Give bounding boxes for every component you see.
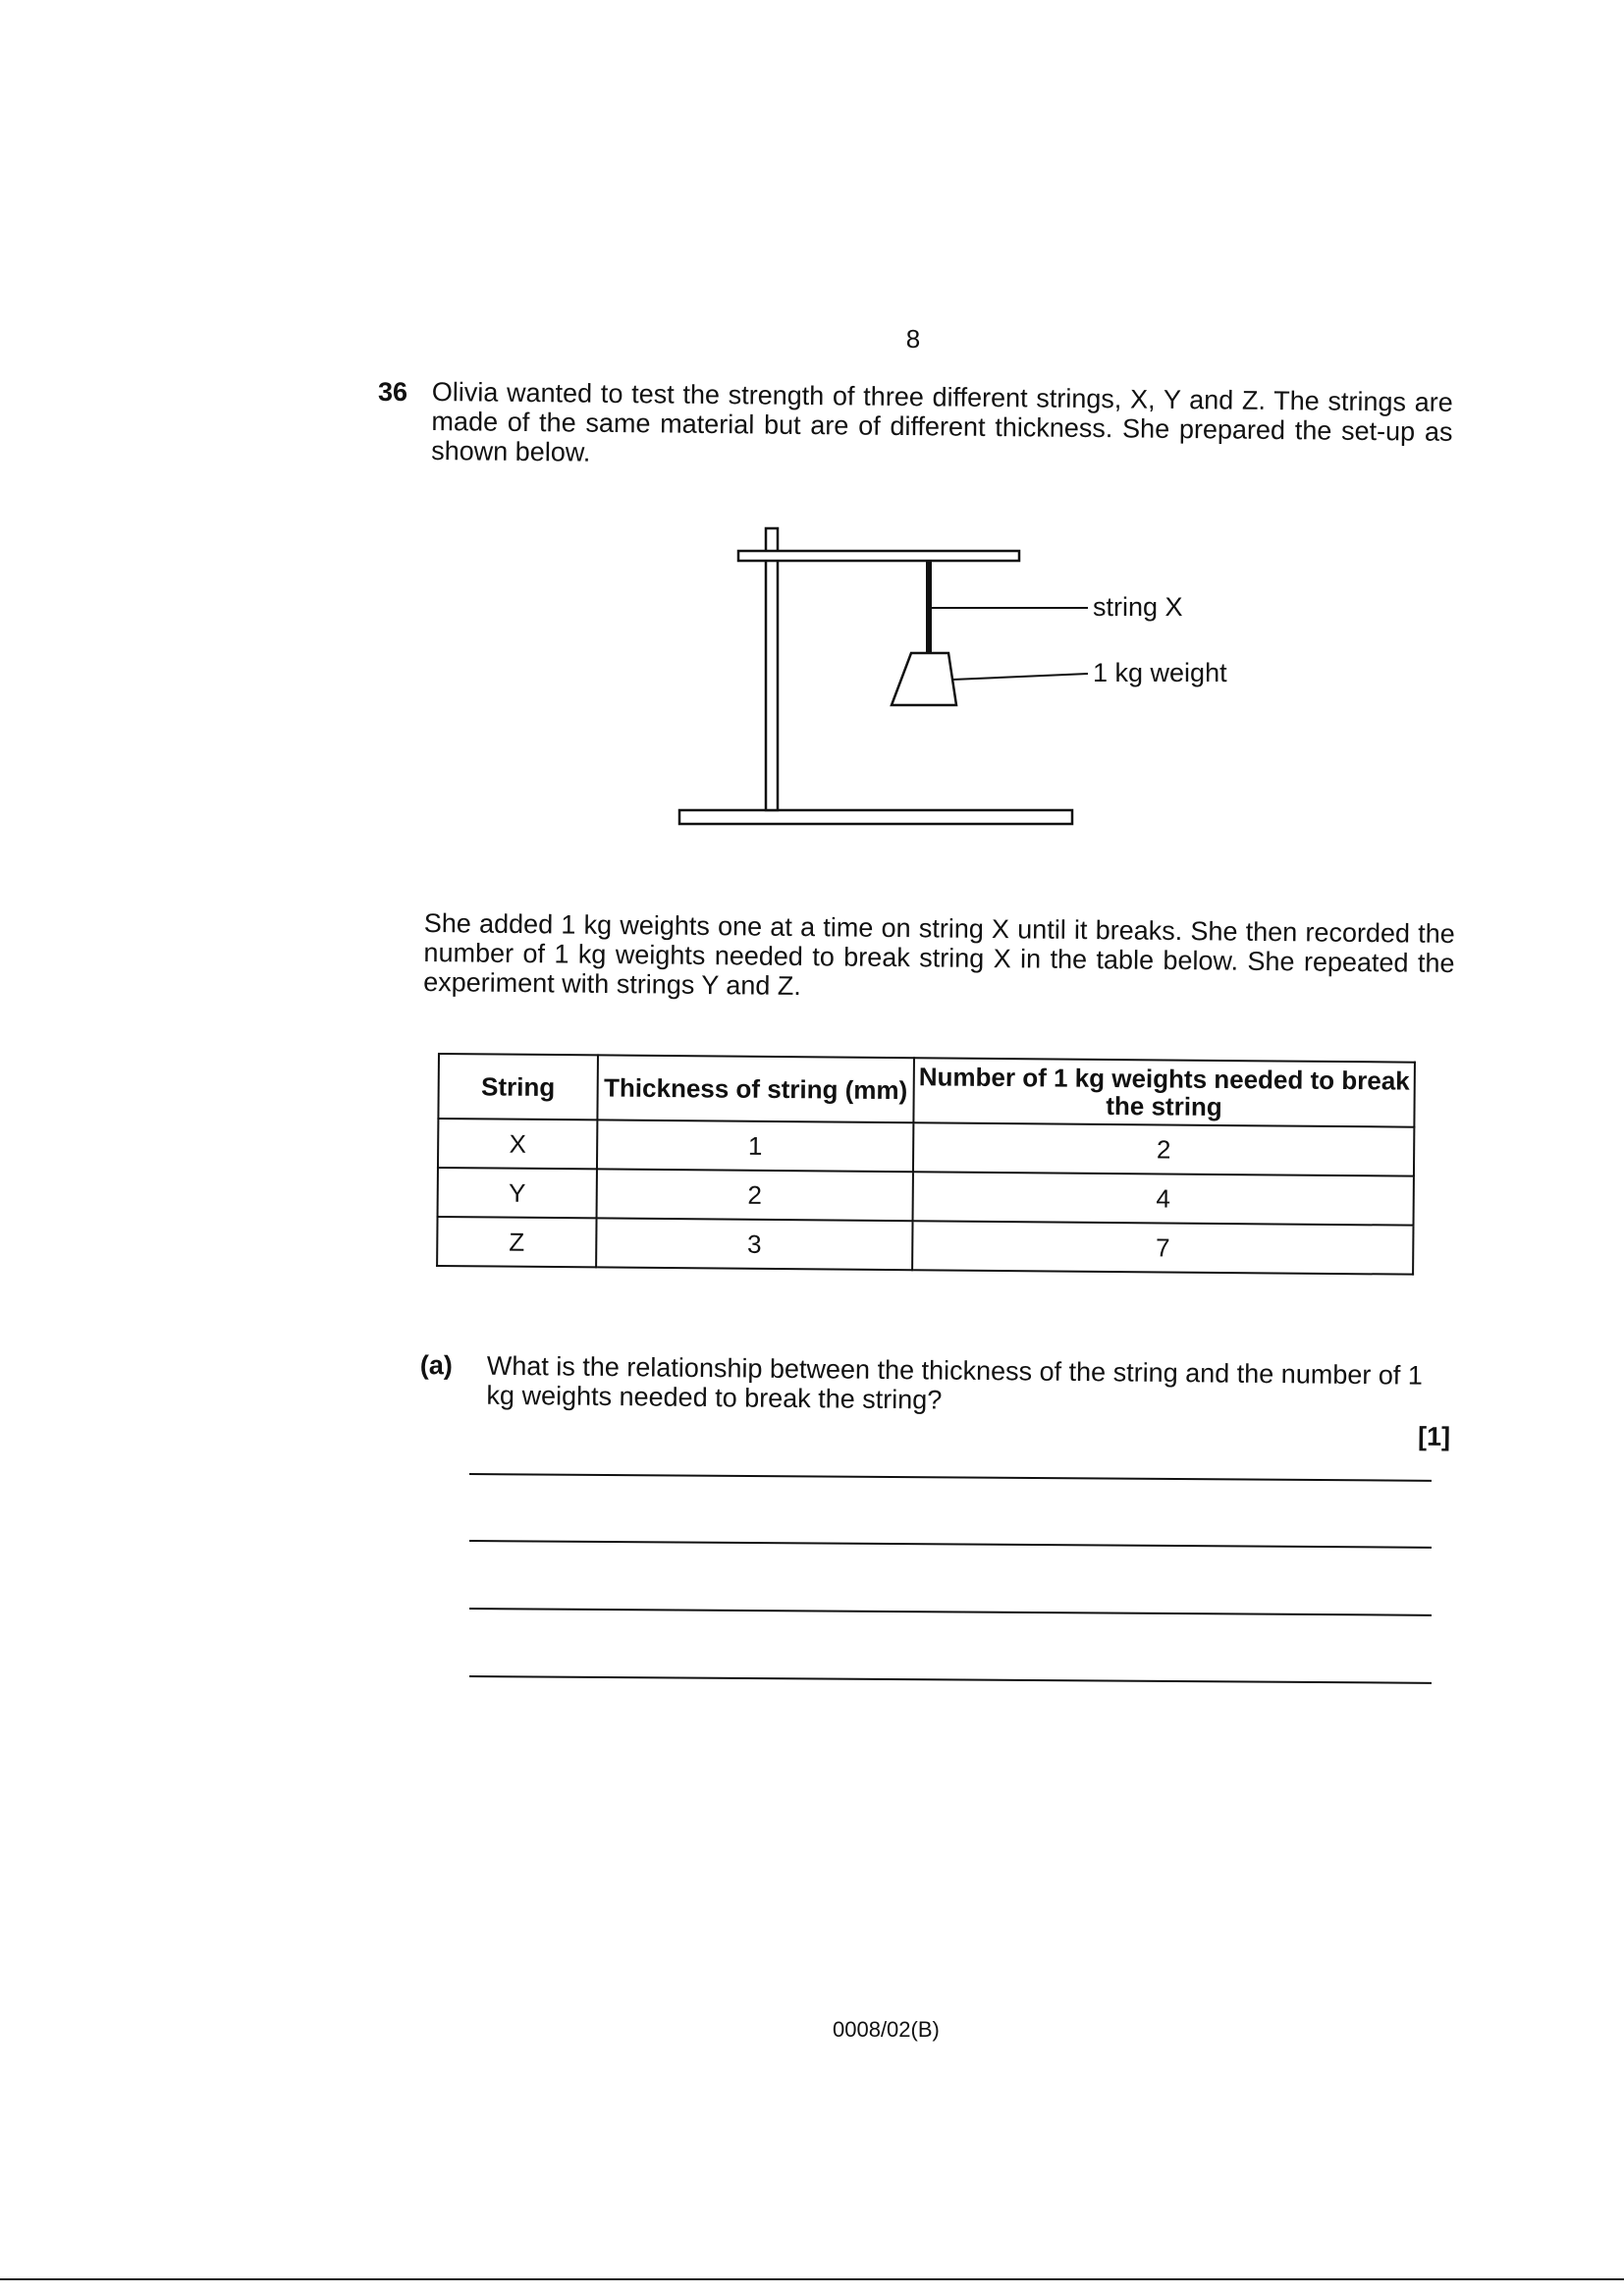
table-row	[438, 1119, 1414, 1176]
results-table	[436, 1053, 1416, 1276]
table-row	[437, 1217, 1413, 1275]
header-weights: Number of 1 kg weights needed to break the string	[913, 1058, 1415, 1126]
cell-weights: 7	[912, 1221, 1413, 1274]
weight-label: 1 kg weight	[1093, 658, 1227, 687]
page-bottom-rule	[0, 2278, 1624, 2280]
cell-weights: 2	[913, 1122, 1414, 1175]
answer-line-1[interactable]	[469, 1473, 1432, 1482]
one-kg-weight	[892, 653, 956, 705]
stand-base	[679, 810, 1072, 824]
retort-stand-diagram	[668, 511, 1296, 835]
question-intro: Olivia wanted to test the strength of three different strings, X, Y and Z. The strings are made of the same material but are of different thickness. She prepared the set-up as shown below.	[431, 377, 1453, 467]
paper-code: 0008/02(B)	[833, 2017, 940, 2042]
header-thickness: Thickness of string (mm)	[597, 1055, 914, 1122]
cell-thickness: 1	[597, 1120, 913, 1172]
weight-leader-line	[952, 674, 1088, 680]
part-a-text: What is the relationship between the thickness of the string and the number of 1 kg weights needed to break the string?	[486, 1350, 1424, 1415]
cell-thickness: 2	[597, 1169, 913, 1221]
stand-pole	[766, 528, 778, 810]
part-a-marks: [1]	[1417, 1421, 1451, 1451]
cell-string: Y	[438, 1168, 597, 1218]
cell-weights: 4	[913, 1172, 1414, 1225]
answer-line-4[interactable]	[469, 1675, 1432, 1684]
part-a-label: (a)	[419, 1350, 453, 1381]
answer-line-2[interactable]	[469, 1540, 1432, 1549]
procedure-text: She added 1 kg weights one at a time on string X until it breaks. She then recorded the number of 1 kg weights needed to break string X in the table below. She repeated the experiment with strings Y and Z.	[423, 908, 1455, 1002]
string-label: string X	[1093, 592, 1183, 622]
question-number: 36	[378, 377, 408, 407]
header-string: String	[438, 1054, 598, 1120]
cell-thickness: 3	[596, 1218, 912, 1270]
cell-string: X	[438, 1119, 597, 1169]
answer-line-3[interactable]	[469, 1608, 1432, 1616]
question-part-a	[419, 1350, 1451, 1451]
cell-string: Z	[437, 1217, 596, 1267]
table-row	[438, 1168, 1414, 1226]
stand-arm	[738, 551, 1019, 561]
page-number: 8	[905, 324, 921, 354]
table-header-row	[438, 1054, 1415, 1127]
